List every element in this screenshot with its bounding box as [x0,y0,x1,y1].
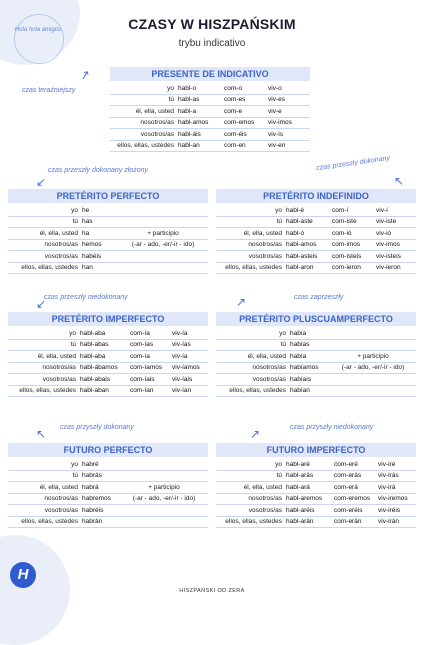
conjugation-cell: habl-ábamos [78,362,128,374]
conjugation-cell: habl-áis [176,129,222,141]
conjugation-cell: viv-iré [376,459,416,470]
note-futuro-perfecto: czas przyszły dokonany [60,424,134,431]
note-cell: + participio [330,351,416,363]
table-row [8,205,208,216]
pronoun-cell: ellos, ellas, ustedes [216,385,288,397]
conjugation-cell: habl-aste [284,216,330,228]
table-row [216,470,416,482]
conjugation-cell: viv-imos [374,239,416,251]
pronoun-cell: él, ella, usted [216,351,288,363]
conjugation-cell: habl-é [284,205,330,216]
conjugation-cell: habl-arás [284,470,332,482]
conjugation-cell: viv-irán [376,516,416,528]
table-row [216,205,416,216]
table-indefinido [216,205,416,274]
note-cell [120,516,208,528]
pronoun-cell: ellos, ellas, ustedes [8,516,80,528]
auxiliary-cell: habremos [80,493,120,505]
auxiliary-cell: habréis [80,505,120,517]
conjugation-cell: habl-aréis [284,505,332,517]
table-row [216,362,416,374]
pronoun-cell: él, ella, usted [8,482,80,494]
conjugation-cell: viv-íamos [170,362,208,374]
table-futuro-imperfecto [216,459,416,528]
table-row [8,385,208,397]
auxiliary-cell: ha [80,228,118,240]
note-cell: (-ar - ado, -er/-ir - ido) [330,362,416,374]
conjugation-cell: com-o [222,83,266,94]
table-row [110,83,310,94]
table-row [8,328,208,339]
table-pluscuamperfecto [216,328,416,397]
section-header-indefinido: PRETÉRITO INDEFINIDO [216,189,416,203]
table-row [216,216,416,228]
table-row [8,470,208,482]
table-row [110,94,310,106]
conjugation-cell: com-ía [128,328,170,339]
conjugation-cell: com-eremos [332,493,376,505]
conjugation-cell: com-eréis [332,505,376,517]
table-row [110,129,310,141]
note-cell: + participio [118,228,208,240]
table-row [216,239,416,251]
pronoun-cell: vosotros/as [216,374,288,386]
conjugation-cell: viv-iréis [376,505,416,517]
conjugation-cell: habl-aba [78,328,128,339]
note-cell [330,385,416,397]
conjugation-cell: viv-irá [376,482,416,494]
conjugation-cell: habl-as [176,94,222,106]
pronoun-cell: nosotros/as [8,239,80,251]
pronoun-cell: él, ella, usted [8,228,80,240]
pronoun-cell: vosotros/as [8,374,78,386]
auxiliary-cell: habré [80,459,120,470]
arrow-icon: ↙ [36,175,47,189]
conjugation-cell: habl-arán [284,516,332,528]
conjugation-cell: com-en [222,140,266,152]
conjugation-cell: viv-ían [170,385,208,397]
conjugation-cell: habl-amos [176,117,222,129]
conjugation-cell: com-es [222,94,266,106]
conjugation-cell: habl-an [176,140,222,152]
table-perfecto [8,205,208,274]
conjugation-cell: viv-ieron [374,262,416,274]
table-row [216,328,416,339]
table-row [216,374,416,386]
pronoun-cell: él, ella, usted [8,351,78,363]
conjugation-cell: com-íais [128,374,170,386]
pronoun-cell: yo [216,328,288,339]
conjugation-cell: viv-isteis [374,251,416,263]
pronoun-cell: vosotros/as [8,251,80,263]
conjugation-cell: com-erá [332,482,376,494]
conjugation-cell: viv-imos [266,117,310,129]
pronoun-cell: tú [8,339,78,351]
pronoun-cell: tú [110,94,176,106]
pronoun-cell: ellos, ellas, ustedes [8,385,78,397]
pronoun-cell: él, ella, usted [110,106,176,118]
auxiliary-cell: habrá [80,482,120,494]
table-row [216,351,416,363]
pronoun-cell: tú [8,216,80,228]
table-row [216,482,416,494]
auxiliary-cell: habían [288,385,330,397]
auxiliary-cell: habrás [80,470,120,482]
pronoun-cell: ellos, ellas, ustedes [216,516,284,528]
note-cell: (-ar - ado, -er/-ir - ido) [118,239,208,251]
page-title: CZASY W HISZPAŃSKIM [128,16,296,32]
conjugation-cell: habl-aremos [284,493,332,505]
conjugation-cell: habl-ará [284,482,332,494]
conjugation-cell: com-ieron [330,262,374,274]
pronoun-cell: nosotros/as [8,493,80,505]
logo-text: Hola hola amigos [14,27,62,33]
conjugation-cell: habl-abas [78,339,128,351]
auxiliary-cell: habéis [80,251,118,263]
arrow-icon: ↗ [236,295,247,309]
table-row [216,516,416,528]
table-row [8,228,208,240]
auxiliary-cell: había [288,351,330,363]
pronoun-cell: ellos, ellas, ustedes [110,140,176,152]
conjugation-cell: com-iste [330,216,374,228]
pronoun-cell: nosotros/as [216,493,284,505]
conjugation-cell: habl-aron [284,262,330,274]
conjugation-cell: com-isteis [330,251,374,263]
table-row [110,140,310,152]
table-row [8,516,208,528]
table-row [216,339,416,351]
note-plusc: czas zaprzeszły [294,294,344,301]
table-row [8,239,208,251]
conjugation-cell: com-ía [128,351,170,363]
pronoun-cell: ellos, ellas, ustedes [216,262,284,274]
pronoun-cell: nosotros/as [216,239,284,251]
table-row [8,216,208,228]
arrow-icon: ↗ [78,66,92,84]
pronoun-cell: nosotros/as [8,362,78,374]
table-row [8,482,208,494]
auxiliary-cell: he [80,205,118,216]
conjugation-cell: habl-aba [78,351,128,363]
conjugation-cell: habl-ó [284,228,330,240]
pronoun-cell: nosotros/as [110,117,176,129]
arrow-icon: ↖ [36,427,47,441]
note-futuro-imperfecto: czas przyszły niedokonany [290,424,374,431]
note-cell [330,374,416,386]
table-row [216,251,416,263]
conjugation-cell: viv-í [374,205,416,216]
pronoun-cell: vosotros/as [8,505,80,517]
note-cell [118,251,208,263]
note-cell: (-ar - ado, -er/-ir - ido) [120,493,208,505]
auxiliary-cell: había [288,328,330,339]
conjugation-cell: habl-aré [284,459,332,470]
section-header-perfecto: PRETÉRITO PERFECTO [8,189,208,203]
note-indefinido: czas przeszły dokonany [315,154,391,173]
note-cell [330,339,416,351]
table-row [110,106,310,118]
pronoun-cell: yo [8,205,80,216]
note-cell [120,459,208,470]
conjugation-cell: habl-amos [284,239,330,251]
section-header-presente: PRESENTE DE INDICATIVO [110,67,310,81]
conjugation-cell: viv-iste [374,216,416,228]
note-cell [118,205,208,216]
conjugation-cell: viv-ís [266,129,310,141]
conjugation-cell: com-ías [128,339,170,351]
table-row [216,228,416,240]
table-presente [110,83,310,152]
arrow-icon: ↗ [250,427,261,441]
conjugation-cell: viv-irás [376,470,416,482]
table-row [8,493,208,505]
conjugation-cell: com-e [222,106,266,118]
pronoun-cell: yo [8,459,80,470]
auxiliary-cell: habrán [80,516,120,528]
conjugation-cell: viv-en [266,140,310,152]
pronoun-cell: vosotros/as [216,505,284,517]
pronoun-cell: nosotros/as [216,362,288,374]
table-row [216,385,416,397]
note-perfecto: czas przeszły dokonany złożony [48,167,148,174]
conjugation-cell: habl-asteis [284,251,330,263]
pronoun-cell: tú [216,470,284,482]
note-cell [120,505,208,517]
table-row [216,459,416,470]
table-row [216,493,416,505]
pronoun-cell: ellos, ellas, ustedes [8,262,80,274]
conjugation-cell: viv-ía [170,328,208,339]
table-futuro-perfecto [8,459,208,528]
table-row [8,339,208,351]
conjugation-cell: com-erás [332,470,376,482]
conjugation-cell: viv-ió [374,228,416,240]
conjugation-cell: com-eré [332,459,376,470]
note-cell [120,470,208,482]
section-header-futuro-imperfecto: FUTURO IMPERFECTO [216,443,416,457]
table-row [216,262,416,274]
conjugation-cell: viv-e [266,106,310,118]
table-row [8,505,208,517]
conjugation-cell: com-erán [332,516,376,528]
table-row [8,262,208,274]
auxiliary-cell: has [80,216,118,228]
auxiliary-cell: habíamos [288,362,330,374]
conjugation-cell: habl-a [176,106,222,118]
conjugation-cell: habl-abais [78,374,128,386]
pronoun-cell: vosotros/as [110,129,176,141]
pronoun-cell: tú [216,339,288,351]
section-header-imperfecto: PRETÉRITO IMPERFECTO [8,312,208,326]
conjugation-cell: habl-o [176,83,222,94]
note-cell: + participio [120,482,208,494]
table-imperfecto [8,328,208,397]
page-subtitle: trybu indicativo [178,38,246,49]
pronoun-cell: yo [110,83,176,94]
arrow-icon: ↖ [394,174,405,188]
pronoun-cell: yo [216,459,284,470]
footer-brand: HISZPAŃSKI OD ZERA [179,588,245,594]
conjugation-cell: viv-o [266,83,310,94]
table-row [8,459,208,470]
conjugation-cell: viv-ías [170,339,208,351]
table-row [8,351,208,363]
table-row [110,117,310,129]
conjugation-cell: com-íamos [128,362,170,374]
note-cell [118,216,208,228]
pronoun-cell: tú [8,470,80,482]
conjugation-cell: viv-es [266,94,310,106]
pronoun-cell: tú [216,216,284,228]
conjugation-cell: com-ió [330,228,374,240]
conjugation-cell: com-imos [330,239,374,251]
arrow-icon: ↙ [36,297,47,311]
pronoun-cell: yo [8,328,78,339]
table-row [8,374,208,386]
table-row [8,251,208,263]
auxiliary-cell: habías [288,339,330,351]
auxiliary-cell: hemos [80,239,118,251]
auxiliary-cell: habíais [288,374,330,386]
conjugation-cell: viv-ía [170,351,208,363]
section-header-futuro-perfecto: FUTURO PERFECTO [8,443,208,457]
conjugation-cell: com-emos [222,117,266,129]
pronoun-cell: yo [216,205,284,216]
pronoun-cell: él, ella, usted [216,482,284,494]
conjugation-cell: com-ían [128,385,170,397]
brand-logo-icon: H [10,562,36,588]
conjugation-cell: habl-aban [78,385,128,397]
note-present: czas teraźniejszy [22,87,76,94]
note-cell [118,262,208,274]
conjugation-cell: viv-iremos [376,493,416,505]
pronoun-cell: él, ella, usted [216,228,284,240]
pronoun-cell: vosotros/as [216,251,284,263]
note-imperfecto: czas przeszły niedokonany [44,294,128,301]
auxiliary-cell: han [80,262,118,274]
conjugation-cell: com-éis [222,129,266,141]
note-cell [330,328,416,339]
table-row [216,505,416,517]
conjugation-cell: viv-íais [170,374,208,386]
section-header-pluscuamperfecto: PRETÉRITO PLUSCUAMPERFECTO [216,312,416,326]
table-row [8,362,208,374]
conjugation-cell: com-í [330,205,374,216]
